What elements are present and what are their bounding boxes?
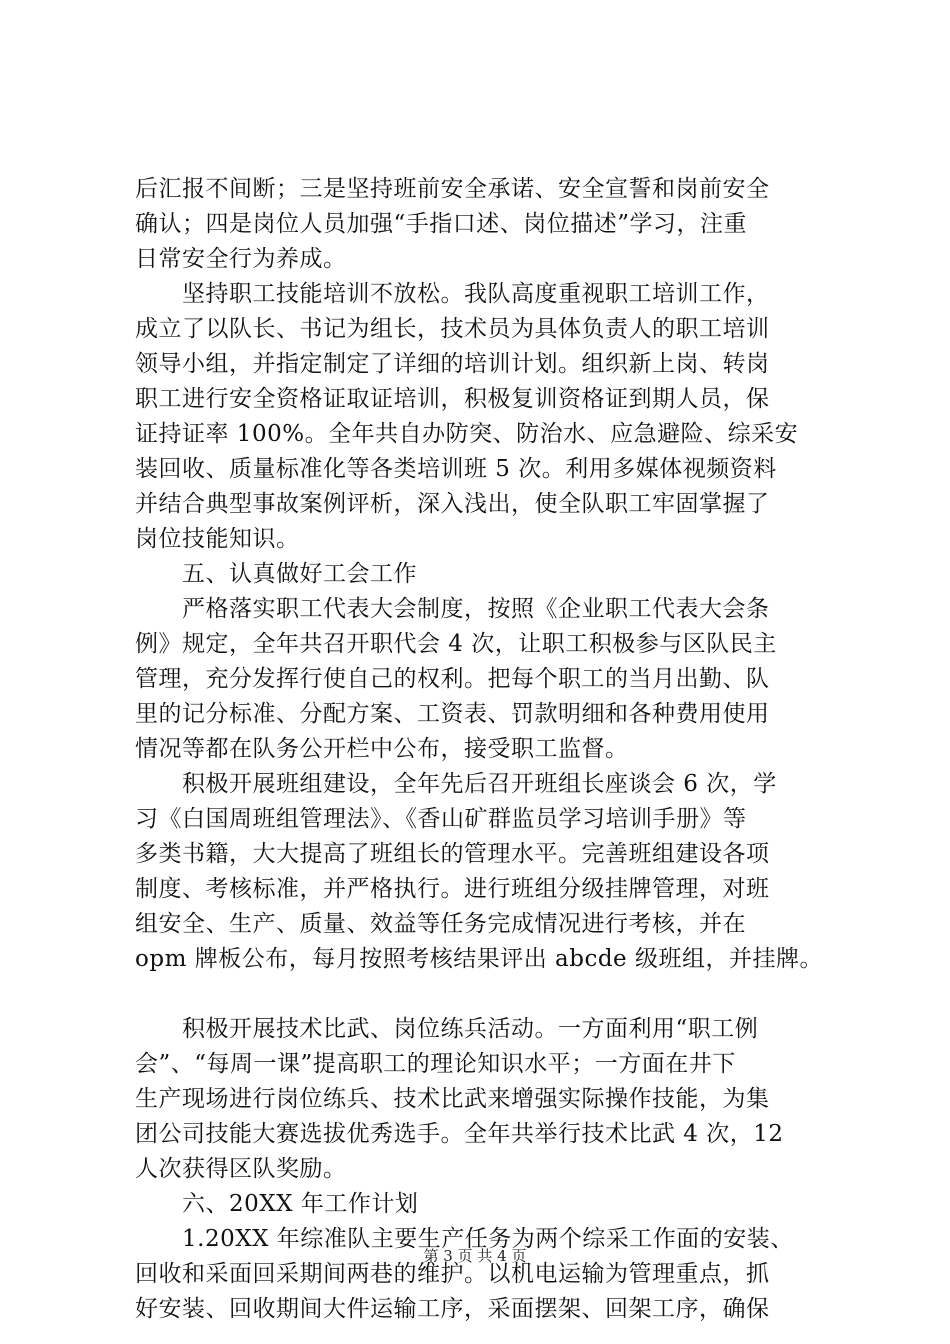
text-line: 组安全、生产、质量、效益等任务完成情况进行考核，并在 xyxy=(135,911,746,937)
text-line: 制度、考核标准，并严格执行。进行班组分级挂牌管理，对班 xyxy=(135,876,770,902)
text-line: 职工进行安全资格证取证培训，积极复训资格证到期人员，保 xyxy=(135,386,770,412)
blank-line xyxy=(135,977,835,1012)
text-line: 证持证率 100%。全年共自办防突、防治水、应急避险、综采安 xyxy=(135,421,799,447)
text-line: 里的记分标准、分配方案、工资表、罚款明细和各种费用使用 xyxy=(135,701,770,727)
paragraph-start-line: 1.20XX 年综准队主要生产任务为两个综采工作面的安装、 xyxy=(135,1226,794,1252)
text-line: 确认；四是岗位人员加强“手指口述、岗位描述”学习，注重 xyxy=(135,211,748,237)
text-line: 习《白国周班组管理法》、《香山矿群监员学习培训手册》等 xyxy=(135,806,747,832)
paragraph-start-line: 严格落实职工代表大会制度，按照《企业职工代表大会条 xyxy=(135,596,770,622)
section-heading-5: 五、认真做好工会工作 xyxy=(135,561,417,587)
paragraph-start-line: 积极开展技术比武、岗位练兵活动。一方面利用“职工例 xyxy=(135,1016,759,1042)
text-line: 多类书籍，大大提高了班组长的管理水平。完善班组建设各项 xyxy=(135,841,770,867)
document-body xyxy=(135,172,835,1327)
text-line: 装回收、质量标准化等各类培训班 5 次。利用多媒体视频资料 xyxy=(135,456,777,482)
text-line: 例》规定，全年共召开职代会 4 次，让职工积极参与区队民主 xyxy=(135,631,777,657)
text-line: 领导小组，并指定制定了详细的培训计划。组织新上岗、转岗 xyxy=(135,351,770,377)
text-line: 情况等都在队务公开栏中公布，接受职工监督。 xyxy=(135,736,629,762)
paragraph-start-line: 坚持职工技能培训不放松。我队高度重视职工培训工作， xyxy=(135,281,770,307)
paragraph-start-line: 积极开展班组建设，全年先后召开班组长座谈会 6 次，学 xyxy=(135,771,777,797)
text-line: 人次获得区队奖励。 xyxy=(135,1156,347,1182)
text-line: 后汇报不间断；三是坚持班前安全承诺、安全宣誓和岗前安全 xyxy=(135,176,770,202)
text-line: 并结合典型事故案例评析，深入浅出，使全队职工牢固掌握了 xyxy=(135,491,770,517)
page-footer: 第 3 页 共 4 页 xyxy=(423,1247,527,1265)
text-line: 会”、“每周一课”提高职工的理论知识水平；一方面在井下 xyxy=(135,1051,736,1077)
text-line: 团公司技能大赛选拔优秀选手。全年共举行技术比武 4 次，12 xyxy=(135,1121,784,1147)
text-line: 生产现场进行岗位练兵、技术比武来增强实际操作技能，为集 xyxy=(135,1086,770,1112)
text-line: 回收和采面回采期间两巷的维护。以机电运输为管理重点，抓 xyxy=(135,1261,770,1287)
text-line: 成立了以队长、书记为组长，技术员为具体负责人的职工培训 xyxy=(135,316,770,342)
section-heading-6: 六、20XX 年工作计划 xyxy=(135,1191,419,1217)
text-line: 管理，充分发挥行使自己的权利。把每个职工的当月出勤、队 xyxy=(135,666,770,692)
text-line: 岗位技能知识。 xyxy=(135,526,300,552)
text-line: 好安装、回收期间大件运输工序，采面摆架、回架工序，确保 xyxy=(135,1296,770,1322)
text-line: 日常安全行为养成。 xyxy=(135,246,347,272)
text-line: opm 牌板公布，每月按照考核结果评出 abcde 级班组，并挂牌。 xyxy=(135,946,823,972)
